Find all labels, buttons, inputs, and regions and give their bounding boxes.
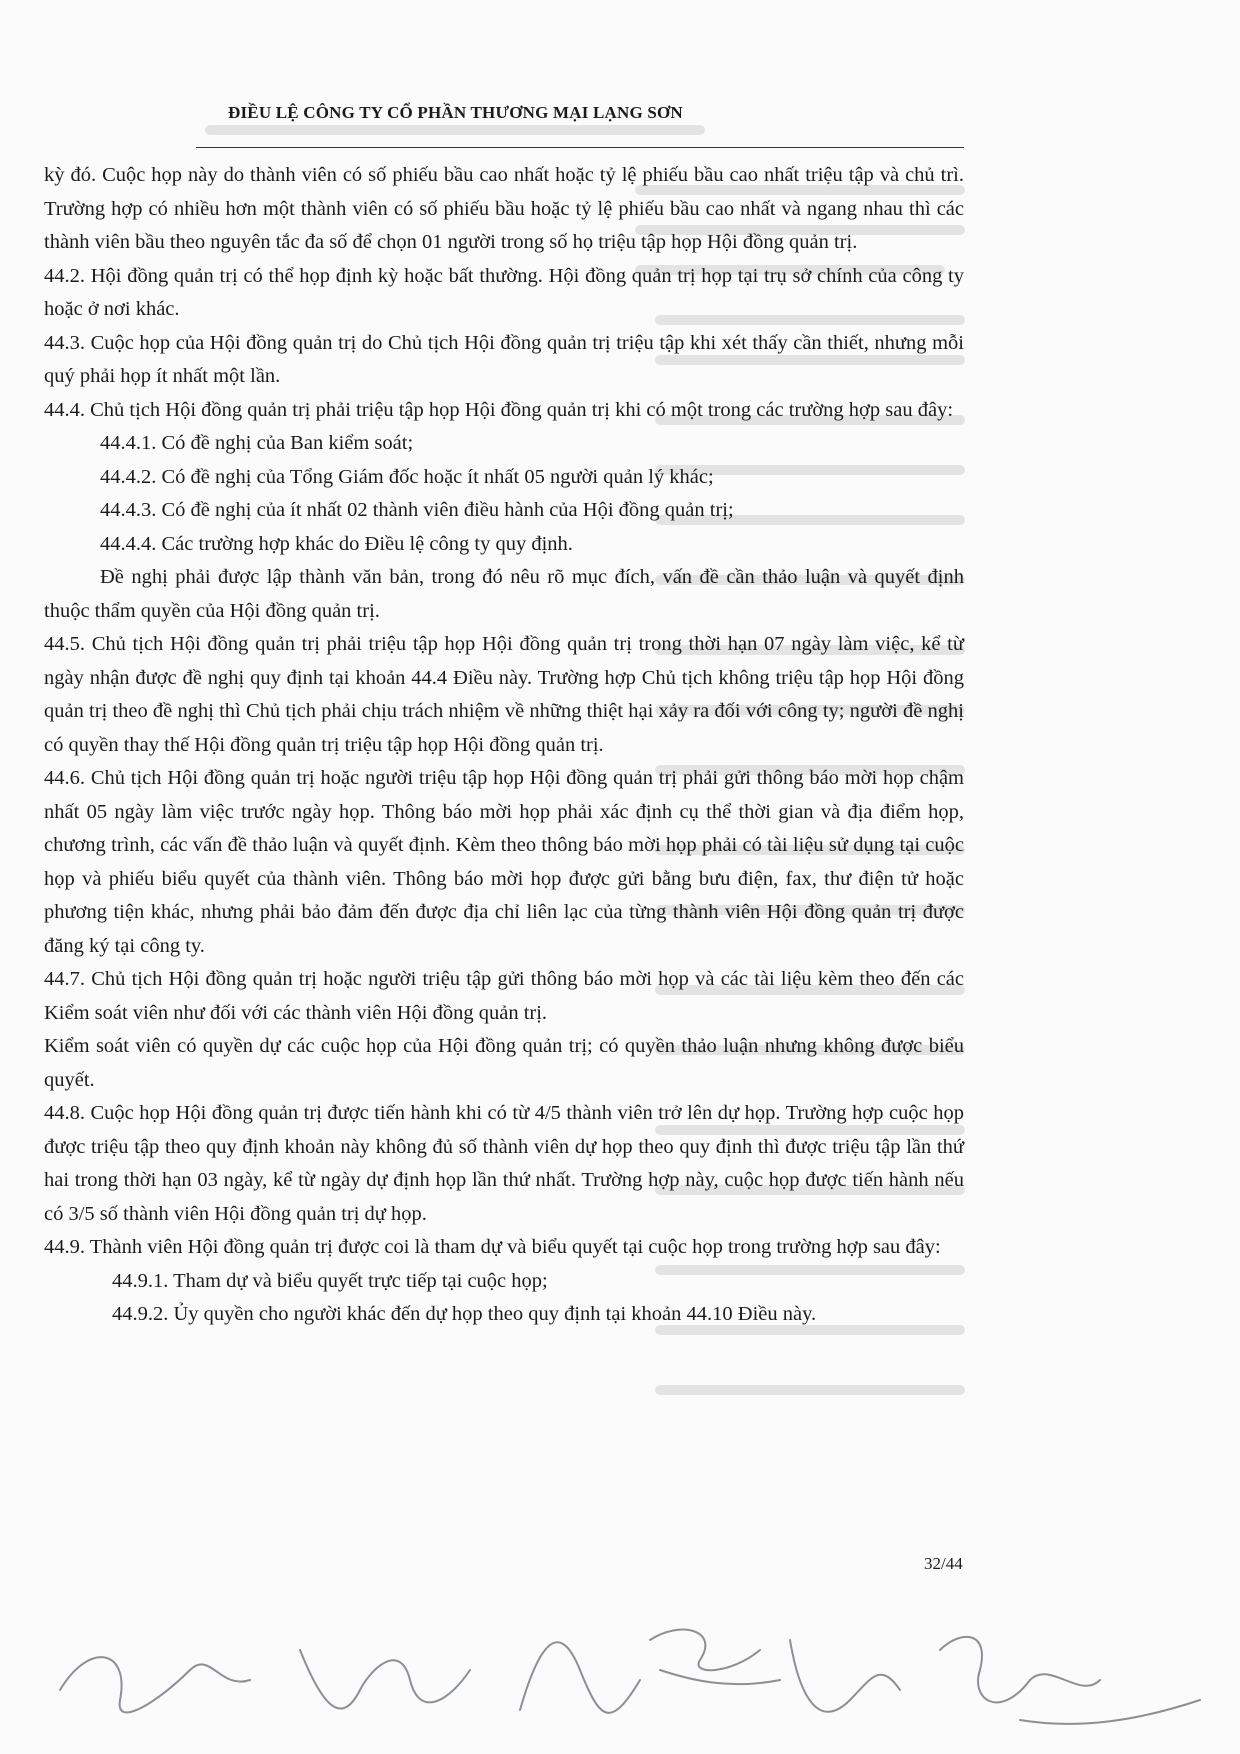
- document-body: [44, 159, 964, 1332]
- signatures-area: [0, 1580, 1240, 1754]
- paragraph-44-8: 44.8. Cuộc họp Hội đồng quản trị được tiến hành khi có từ 4/5 thành viên trở lên dự họp. Trường hợp cuộc họp được triệu tập theo quy định khoản này không đủ số thành viên dự họp theo quy định thì được triệu tập lần thứ hai trong thời hạn 03 ngày, kể từ ngày dự định họp lần thứ nhất. Trường hợp này, cuộc họp được tiến hành nếu có 3/5 số thành viên Hội đồng quản trị dự họp.: [44, 1102, 964, 1225]
- paragraph-44-7: 44.7. Chủ tịch Hội đồng quản trị hoặc người triệu tập gửi thông báo mời họp và các tài liệu kèm theo đến các Kiểm soát viên như đối với các thành viên Hội đồng quản trị.: [44, 968, 964, 1024]
- paragraph-44-4-note: Đề nghị phải được lập thành văn bản, trong đó nêu rõ mục đích, vấn đề cần thảo luận và quyết định thuộc thẩm quyền của Hội đồng quản trị.: [44, 566, 964, 622]
- signature-1: [60, 1657, 250, 1712]
- paragraph-44-2: 44.2. Hội đồng quản trị có thể họp định kỳ hoặc bất thường. Hội đồng quản trị họp tại trụ sở chính của công ty hoặc ở nơi khác.: [44, 264, 964, 320]
- item-44-4-1: 44.4.1. Có đề nghị của Ban kiểm soát;: [100, 432, 414, 454]
- item-44-4-2: 44.4.2. Có đề nghị của Tổng Giám đốc hoặc ít nhất 05 người quản lý khác;: [100, 465, 714, 488]
- paragraph-44-6: 44.6. Chủ tịch Hội đồng quản trị hoặc người triệu tập họp Hội đồng quản trị phải gửi thông báo mời họp chậm nhất 05 ngày làm việc trước ngày họp. Thông báo mời họp phải xác định cụ thể thời gian và địa điểm họp, chương trình, các vấn đề thảo luận và quyết định. Kèm theo thông báo mời họp phải có tài liệu sử dụng tại cuộc họp và phiếu biểu quyết của thành viên. Thông báo mời họp được gửi bằng bưu điện, fax, thư điện tử hoặc phương tiện khác, nhưng phải bảo đảm đến được địa chỉ liên lạc của từng thành viên Hội đồng quản trị được đăng ký tại công ty.: [44, 767, 964, 957]
- paragraph-44-9: 44.9. Thành viên Hội đồng quản trị được coi là tham dự và biểu quyết tại cuộc họp trong trường hợp sau đây:: [44, 1236, 941, 1258]
- item-44-4-4: 44.4.4. Các trường hợp khác do Điều lệ công ty quy định.: [100, 532, 573, 555]
- signature-2: [300, 1650, 470, 1709]
- signature-5: [790, 1640, 900, 1712]
- paragraph-44-5: 44.5. Chủ tịch Hội đồng quản trị phải triệu tập họp Hội đồng quản trị trong thời hạn 07 ngày làm việc, kể từ ngày nhận được đề nghị quy định tại khoản 44.4 Điều này. Trường hợp Chủ tịch không triệu tập họp Hội đồng quản trị theo đề nghị thì Chủ tịch phải chịu trách nhiệm về những thiệt hại xảy ra đối với công ty; người đề nghị có quyền thay thế Hội đồng quản trị triệu tập họp Hội đồng quản trị.: [44, 633, 964, 756]
- paragraph-44-7-note: Kiểm soát viên có quyền dự các cuộc họp của Hội đồng quản trị; có quyền thảo luận nhưng không được biểu quyết.: [44, 1035, 964, 1091]
- paragraph-44-4: 44.4. Chủ tịch Hội đồng quản trị phải triệu tập họp Hội đồng quản trị khi có một trong các trường hợp sau đây:: [44, 398, 954, 421]
- page-number: 32/44: [924, 1554, 963, 1573]
- item-44-4-3: 44.4.3. Có đề nghị của ít nhất 02 thành viên điều hành của Hội đồng quản trị;: [100, 499, 734, 521]
- signature-6: [940, 1637, 1100, 1703]
- item-44-9-2: 44.9.2. Ủy quyền cho người khác đến dự họp theo quy định tại khoản 44.10 Điều này.: [112, 1303, 817, 1325]
- document-header: ĐIỀU LỆ CÔNG TY CỔ PHẦN THƯƠNG MẠI LẠNG SƠN: [228, 103, 683, 122]
- signature-3: [520, 1642, 640, 1713]
- signature-4: [650, 1630, 780, 1685]
- paragraph-44-3: 44.3. Cuộc họp của Hội đồng quản trị do Chủ tịch Hội đồng quản trị triệu tập khi xét thấy cần thiết, nhưng mỗi quý phải họp ít nhất một lần.: [44, 331, 964, 387]
- header-divider: [196, 147, 964, 148]
- item-44-9-1: 44.9.1. Tham dự và biểu quyết trực tiếp tại cuộc họp;: [112, 1269, 548, 1292]
- signature-7: [1020, 1700, 1200, 1724]
- paragraph-continuation: kỳ đó. Cuộc họp này do thành viên có số phiếu bầu cao nhất hoặc tỷ lệ phiếu bầu cao nhất triệu tập và chủ trì. Trường hợp có nhiều hơn một thành viên có số phiếu bầu hoặc tỷ lệ phiếu bầu cao nhất và ngang nhau thì các thành viên bầu theo nguyên tắc đa số để chọn 01 người trong số họ triệu tập họp Hội đồng quản trị.: [44, 164, 964, 253]
